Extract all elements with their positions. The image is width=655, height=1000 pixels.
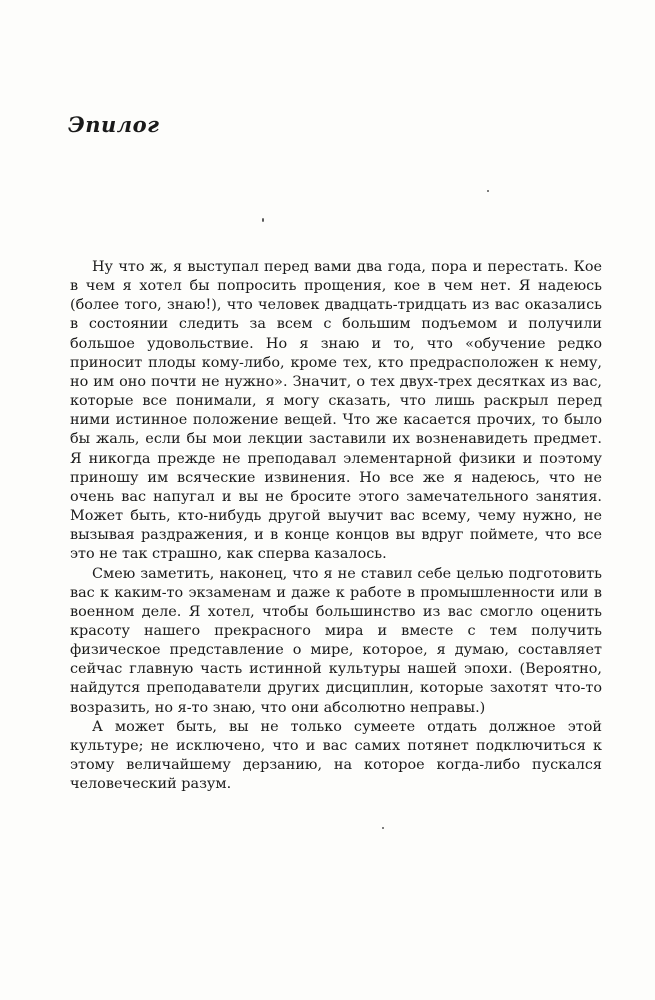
scan-speck [382, 827, 384, 829]
paragraph-1: Ну что ж, я выступал перед вами два года, пора и перестать. Кое в чем я хотел бы попросить прощения, кое в чем нет. Я надеюсь (более того, знаю!), что человек двадцать-тридцать из вас оказались в состоянии следить за всем с большим подъемом и получили большое удовольствие. Но я знаю и то, что «обучение редко приносит плоды кому-либо, кроме тех, кто предрасположен к нему, но им оно почти не нужно». Значит, о тех двух-трех десятках из вас, которые все понимали, я могу сказать, что лишь раскрыл перед ними истинное положение вещей. Что же касается прочих, то было бы жаль, если бы мои лекции заставили их возненавидеть предмет. Я никогда прежде не преподавал элементарной физики и поэтому приношу им всяческие извинения. Но все же я надеюсь, что не очень вас напугал и вы не бросите этого замечательного занятия. Может быть, кто-нибудь другой выучит вас всему, чему нужно, не вызывая раздражения, и в конце концов вы вдруг поймете, что все это не так страшно, как сперва казалось. [70, 259, 602, 563]
paragraph-2: Смею заметить, наконец, что я не ставил себе целью подготовить вас к каким-то экзаменам и даже к работе в промышленности или в военном деле. Я хотел, чтобы большинство из вас смогло оценить красоту нашего прекрасного мира и вместе с тем получить физическое представление о мире, которое, я думаю, составляет сейчас главную часть истинной культуры нашей эпохи. (Вероятно, найдутся преподаватели других дисциплин, которые захотят что-то возразить, но я-то знаю, что они абсолютно неправы.) [70, 565, 602, 716]
scan-speck [487, 190, 489, 192]
paragraph-3: А может быть, вы не только сумеете отдать должное этой культуре; не исключено, что и вас самих потянет подключиться к этому величайшему дерзанию, на которое когда-либо пускался человеческий разум. [70, 718, 602, 793]
epilogue-body [70, 258, 602, 794]
chapter-title: Эпилог [68, 112, 160, 137]
scan-speck [262, 218, 264, 222]
